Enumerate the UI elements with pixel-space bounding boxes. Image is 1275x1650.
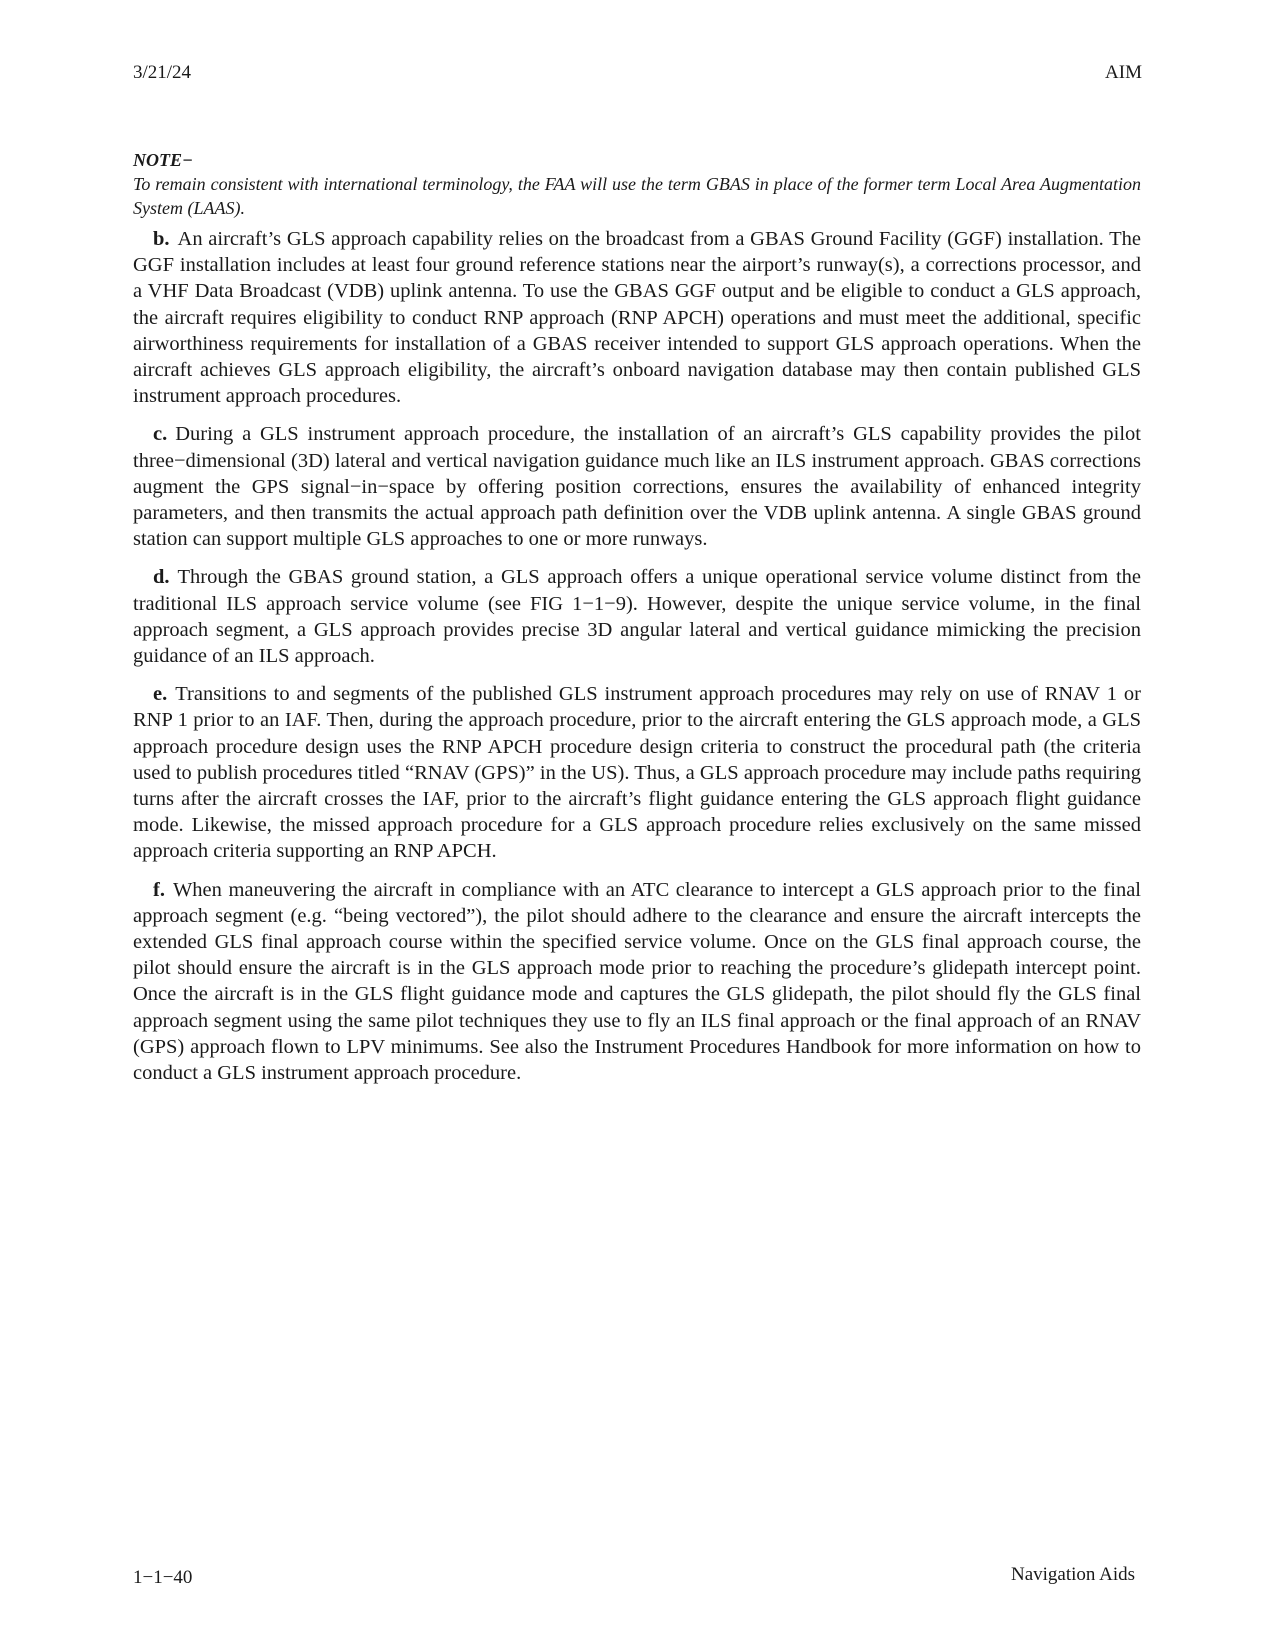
page-number: 1−1−40: [133, 1567, 193, 1588]
paragraph-label: b.: [153, 228, 170, 250]
paragraph-label: d.: [153, 566, 170, 589]
section-title: Navigation Aids: [1010, 1564, 1135, 1585]
paragraph-b: [133, 226, 1141, 409]
publication-title: AIM: [1105, 62, 1142, 83]
page-date: 3/21/24: [133, 62, 192, 83]
paragraph-text: An aircraft’s GLS approach capability relies on the broadcast from a GBAS Ground Facility (GGF) installation. The GGF installation includes at least four ground reference stations near the airport’s runway(s), a corrections processor, and a VHF Data Broadcast (VDB) uplink antenna. To use the GBAS GGF output and be eligible to conduct a GLS approach, the aircraft requires eligibility to conduct RNP approach (RNP APCH) operations and must meet the additional, specific airworthiness requirements for installation of a GBAS receiver intended to support GLS approach operations. When the aircraft achieves GLS approach eligibility, the aircraft’s onboard navigation database may then contain published GLS instrument approach procedures.: [133, 228, 1141, 408]
paragraph-label: c.: [153, 423, 168, 446]
paragraph-text: Through the GBAS ground station, a GLS approach offers a unique operational service volume distinct from the traditional ILS approach service volume (see FIG 1−1−9). However, despite the unique service volume, in the final approach segment, a GLS approach provides precise 3D angular lateral and vertical guidance mimicking the precision guidance of an ILS approach.: [133, 566, 1141, 668]
paragraph-f: [133, 877, 1141, 1087]
page-content: [133, 148, 1141, 1098]
paragraph-text: During a GLS instrument approach procedure, the installation of an aircraft’s GLS capability provides the pilot three−dimensional (3D) lateral and vertical navigation guidance much like an ILS instrument approach. GBAS corrections augment the GPS signal−in−space by offering position corrections, ensures the availability of enhanced integrity parameters, and then transmits the actual approach path definition over the VDB uplink antenna. A single GBAS ground station can support multiple GLS approaches to one or more runways.: [133, 423, 1141, 551]
paragraph-e: [133, 681, 1141, 864]
paragraph-text: Transitions to and segments of the published GLS instrument approach procedures may rely on use of RNAV 1 or RNP 1 prior to an IAF. Then, during the approach procedure, prior to the aircraft entering the GLS approach mode, a GLS approach procedure design uses the RNP APCH procedure design criteria to construct the procedural path (the criteria used to publish procedures titled “RNAV (GPS)” in the US). Thus, a GLS approach procedure may include paths requiring turns after the aircraft crosses the IAF, prior to the aircraft’s flight guidance entering the GLS approach flight guidance mode. Likewise, the missed approach procedure for a GLS approach procedure relies exclusively on the same missed approach criteria supporting an RNP APCH.: [133, 683, 1141, 863]
paragraph-d: [133, 564, 1141, 669]
note-text: To remain consistent with international terminology, the FAA will use the term GBAS in place of the former term Local Area Augmentation System (LAAS).: [133, 174, 1141, 218]
paragraph-label: f.: [153, 878, 165, 901]
paragraph-label: e.: [153, 683, 168, 706]
note-label: NOTE−: [133, 150, 193, 170]
paragraph-text: When maneuvering the aircraft in compliance with an ATC clearance to intercept a GLS approach prior to the final approach segment (e.g. “being vectored”), the pilot should adhere to the clearance and ensure the aircraft intercepts the extended GLS final approach course within the specified service volume. Once on the GLS final approach course, the pilot should ensure the aircraft is in the GLS approach mode prior to reaching the procedure’s glidepath intercept point. Once the aircraft is in the GLS flight guidance mode and captures the GLS glidepath, the pilot should fly the GLS final approach segment using the same pilot techniques they use to fly an ILS final approach or the final approach of an RNAV (GPS) approach flown to LPV minimums. See also the Instrument Procedures Handbook for more information on how to conduct a GLS instrument approach procedure.: [133, 878, 1141, 1085]
paragraph-c: [133, 421, 1141, 552]
